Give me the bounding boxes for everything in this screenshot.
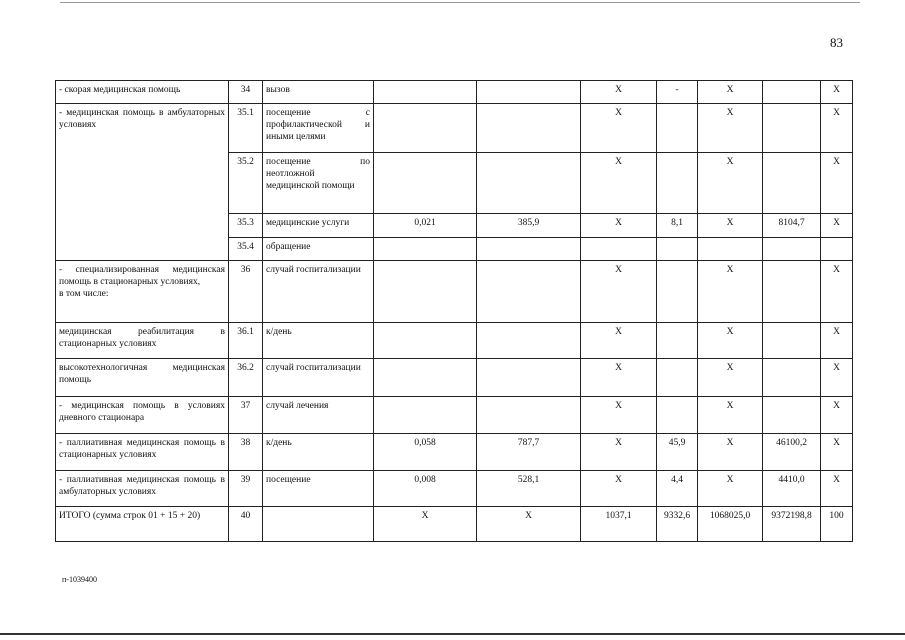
value-cell-c7: 9332,6 (657, 507, 698, 542)
value-cell-c8: X (698, 81, 763, 104)
row-name-cell: высокотехнологичная медицинская помощь (56, 359, 229, 397)
value-cell-c6: X (581, 323, 657, 359)
value-cell-c6: X (581, 214, 657, 238)
value-cell-c4: X (374, 507, 477, 542)
value-cell-c4 (374, 359, 477, 397)
value-cell-c10: X (821, 323, 853, 359)
value-cell-c4 (374, 104, 477, 153)
value-cell-c5 (477, 153, 581, 214)
value-cell-c5 (477, 397, 581, 434)
value-cell-c9 (763, 153, 821, 214)
unit-cell: посещение с профилактической и иными целями (263, 104, 374, 153)
row-name-cell (56, 261, 229, 323)
value-cell-c4: 0,021 (374, 214, 477, 238)
value-cell-c10: X (821, 104, 853, 153)
value-cell-c9 (763, 261, 821, 323)
value-cell-c7 (657, 397, 698, 434)
value-cell-c6: X (581, 397, 657, 434)
value-cell-c5 (477, 261, 581, 323)
row-name-cell: медицинская реабилитация в стационарных условиях (56, 323, 229, 359)
row-name-subtext: в том числе: (59, 289, 109, 299)
value-cell-c7: 8,1 (657, 214, 698, 238)
table-row (56, 471, 853, 507)
unit-cell: медицинские услуги (263, 214, 374, 238)
scan-edge-line (60, 2, 860, 3)
unit-cell: к/день (263, 434, 374, 471)
medical-care-table (55, 80, 853, 542)
row-name-cell: - медицинская помощь в амбулаторных условиях (56, 104, 229, 261)
row-code-cell: 36.1 (229, 323, 263, 359)
value-cell-c5 (477, 238, 581, 261)
row-code-cell: 36 (229, 261, 263, 323)
value-cell-c8: 1068025,0 (698, 507, 763, 542)
value-cell-c4 (374, 153, 477, 214)
scan-edge-line (0, 633, 905, 635)
row-name-cell: ИТОГО (сумма строк 01 + 15 + 20) (56, 507, 229, 542)
value-cell-c9 (763, 359, 821, 397)
value-cell-c5: 385,9 (477, 214, 581, 238)
value-cell-c5 (477, 359, 581, 397)
row-name-cell: - паллиативная медицинская помощь в амбулаторных условиях (56, 471, 229, 507)
value-cell-c9 (763, 323, 821, 359)
unit-cell: случай госпитализации (263, 359, 374, 397)
row-code-cell: 35.4 (229, 238, 263, 261)
row-name-cell: - скорая медицинская помощь (56, 81, 229, 104)
table-row (56, 323, 853, 359)
value-cell-c9 (763, 238, 821, 261)
unit-cell: посещение (263, 471, 374, 507)
row-code-cell: 39 (229, 471, 263, 507)
value-cell-c9: 46100,2 (763, 434, 821, 471)
unit-cell: к/день (263, 323, 374, 359)
table-row (56, 359, 853, 397)
value-cell-c10: X (821, 153, 853, 214)
unit-cell: вызов (263, 81, 374, 104)
unit-cell: случай лечения (263, 397, 374, 434)
value-cell-c5: 787,7 (477, 434, 581, 471)
value-cell-c7 (657, 359, 698, 397)
value-cell-c8: X (698, 261, 763, 323)
value-cell-c4 (374, 323, 477, 359)
row-code-cell: 40 (229, 507, 263, 542)
value-cell-c4 (374, 238, 477, 261)
value-cell-c9: 9372198,8 (763, 507, 821, 542)
value-cell-c9 (763, 104, 821, 153)
value-cell-c9 (763, 397, 821, 434)
value-cell-c10 (821, 238, 853, 261)
value-cell-c8: X (698, 104, 763, 153)
value-cell-c4 (374, 261, 477, 323)
unit-cell (263, 507, 374, 542)
value-cell-c8: X (698, 153, 763, 214)
value-cell-c8 (698, 238, 763, 261)
row-code-cell: 37 (229, 397, 263, 434)
value-cell-c5 (477, 81, 581, 104)
value-cell-c8: X (698, 434, 763, 471)
row-code-cell: 35.3 (229, 214, 263, 238)
value-cell-c7: - (657, 81, 698, 104)
value-cell-c10: X (821, 471, 853, 507)
value-cell-c6: 1037,1 (581, 507, 657, 542)
value-cell-c10: X (821, 397, 853, 434)
value-cell-c6: X (581, 359, 657, 397)
value-cell-c8: X (698, 471, 763, 507)
table-row (56, 81, 853, 104)
value-cell-c6: X (581, 471, 657, 507)
value-cell-c10: 100 (821, 507, 853, 542)
value-cell-c7: 45,9 (657, 434, 698, 471)
table-row (56, 397, 853, 434)
value-cell-c7 (657, 104, 698, 153)
page-number: 83 (830, 35, 843, 50)
value-cell-c8: X (698, 359, 763, 397)
value-cell-c5 (477, 323, 581, 359)
value-cell-c4 (374, 81, 477, 104)
row-name-cell: - медицинская помощь в условиях дневного стационара (56, 397, 229, 434)
value-cell-c9 (763, 81, 821, 104)
value-cell-c6: X (581, 153, 657, 214)
value-cell-c6: X (581, 81, 657, 104)
value-cell-c7 (657, 153, 698, 214)
value-cell-c10: X (821, 359, 853, 397)
value-cell-c7: 4,4 (657, 471, 698, 507)
row-name-text: - специализированная медицинская помощь в стационарных условиях, (59, 265, 225, 287)
value-cell-c8: X (698, 397, 763, 434)
unit-cell: случай госпитализации (263, 261, 374, 323)
value-cell-c10: X (821, 214, 853, 238)
value-cell-c10: X (821, 434, 853, 471)
unit-cell: посещение по неотложной медицинской помощи (263, 153, 374, 214)
value-cell-c7 (657, 238, 698, 261)
row-code-cell: 35.2 (229, 153, 263, 214)
value-cell-c6: X (581, 434, 657, 471)
value-cell-c9: 4410,0 (763, 471, 821, 507)
value-cell-c4: 0,058 (374, 434, 477, 471)
unit-cell: обращение (263, 238, 374, 261)
row-code-cell: 34 (229, 81, 263, 104)
row-name-cell: - паллиативная медицинская помощь в стационарных условиях (56, 434, 229, 471)
table-row (56, 507, 853, 542)
table-row (56, 434, 853, 471)
value-cell-c8: X (698, 323, 763, 359)
value-cell-c10: X (821, 261, 853, 323)
row-code-cell: 35.1 (229, 104, 263, 153)
value-cell-c6 (581, 238, 657, 261)
row-code-cell: 38 (229, 434, 263, 471)
table-row (56, 261, 853, 323)
value-cell-c6: X (581, 261, 657, 323)
value-cell-c5: X (477, 507, 581, 542)
value-cell-c9: 8104,7 (763, 214, 821, 238)
value-cell-c5 (477, 104, 581, 153)
value-cell-c4 (374, 397, 477, 434)
table-row (56, 104, 853, 153)
value-cell-c10: X (821, 81, 853, 104)
value-cell-c6: X (581, 104, 657, 153)
value-cell-c8: X (698, 214, 763, 238)
value-cell-c4: 0,008 (374, 471, 477, 507)
row-code-cell: 36.2 (229, 359, 263, 397)
value-cell-c7 (657, 261, 698, 323)
value-cell-c5: 528,1 (477, 471, 581, 507)
document-code: п-1039400 (62, 575, 97, 584)
value-cell-c7 (657, 323, 698, 359)
